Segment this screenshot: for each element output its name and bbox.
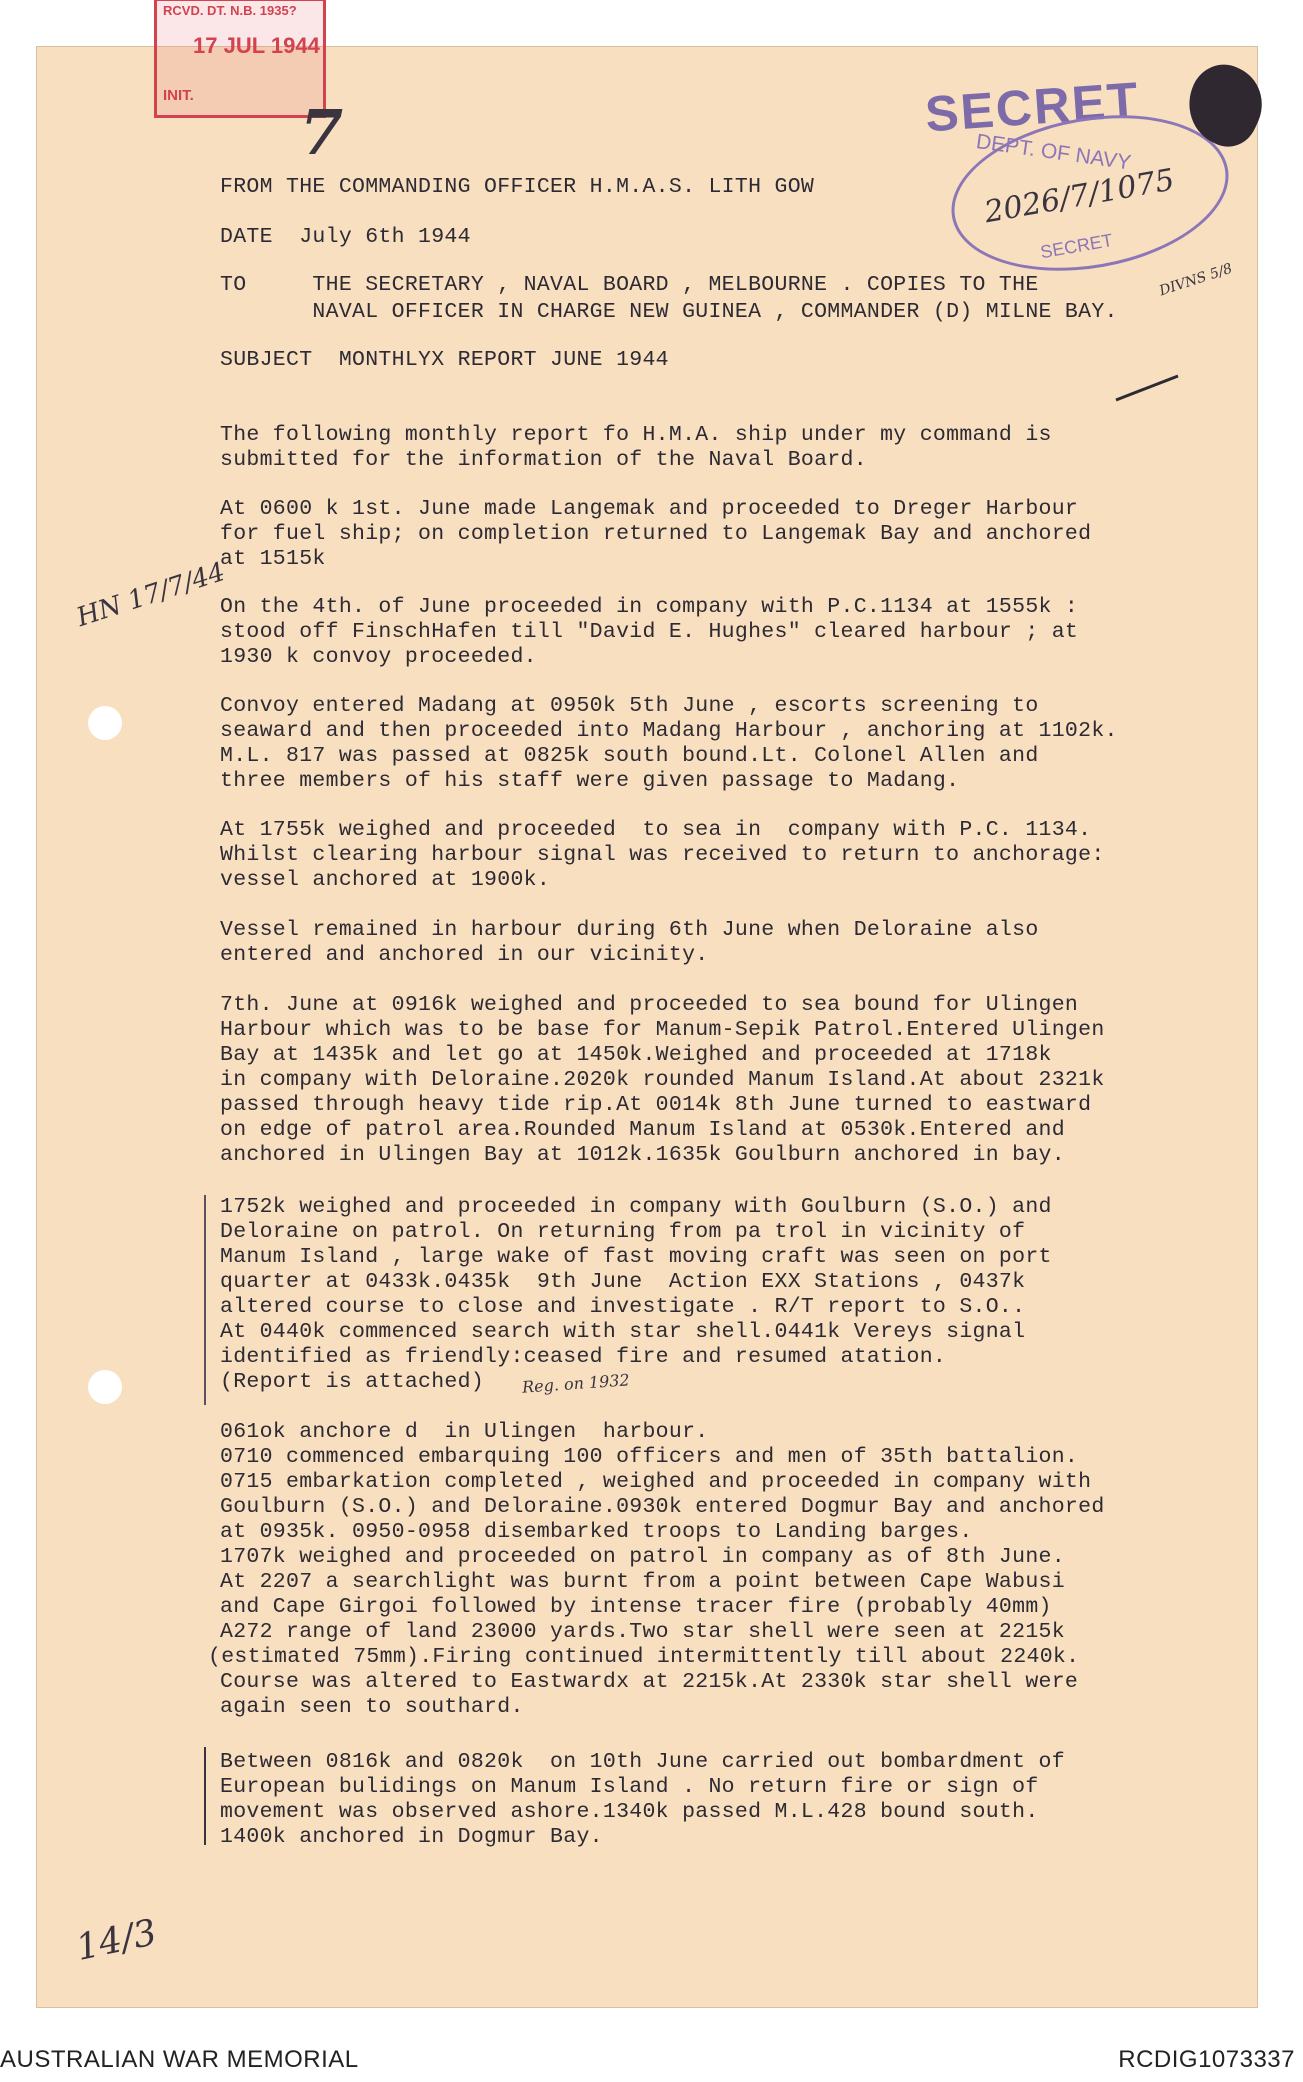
para6-line1: Vessel remained in harbour during 6th June when Deloraine also	[220, 918, 1039, 942]
para9-line5: at 0935k. 0950-0958 disembarked troops to Landing barges.	[220, 1520, 973, 1544]
navy-stamp-office: DEPT. OF NAVY	[974, 129, 1133, 175]
para7-line3: Bay at 1435k and let go at 1450k.Weighed and proceeded at 1718k	[220, 1043, 1052, 1067]
para3-line2: stood off FinschHafen till "David E. Hughes" cleared harbour ; at	[220, 620, 1079, 644]
para4-line2: seaward and then proceeded into Madang Harbour , anchoring at 1102k.	[220, 719, 1118, 743]
para8-line1: 1752k weighed and proceeded in company with Goulburn (S.O.) and	[220, 1195, 1052, 1219]
punch-hole-lower	[88, 1370, 122, 1404]
para8-line3: Manum Island , large wake of fast moving craft was seen on port	[220, 1245, 1052, 1269]
para5-line3: vessel anchored at 1900k.	[220, 868, 551, 892]
para7-line7: anchored in Ulingen Bay at 1012k.1635k Goulburn anchored in bay.	[220, 1143, 1065, 1167]
para7-line4: in company with Deloraine.2020k rounded Manum Island.At about 2321k	[220, 1068, 1105, 1092]
para4-line3: M.L. 817 was passed at 0825k south bound.Lt. Colonel Allen and	[220, 744, 1039, 768]
footer-credit: AUSTRALIAN WAR MEMORIAL	[0, 2046, 359, 2073]
para9-line8: and Cape Girgoi followed by intense tracer fire (probably 40mm)	[220, 1595, 1052, 1619]
date-line: DATE July 6th 1944	[220, 225, 471, 249]
para9-line10: (estimated 75mm).Firing continued intermittently till about 2240k.	[208, 1645, 1080, 1669]
para6-line2: entered and anchored in our vicinity.	[220, 943, 709, 967]
margin-bracket-upper	[204, 1195, 206, 1405]
para10-line1: Between 0816k and 0820k on 10th June carried out bombardment of	[220, 1750, 1065, 1774]
para9-line9: A272 range of land 23000 yards.Two star shell were seen at 2215k	[220, 1620, 1065, 1644]
secret-stamp: SECRET	[923, 71, 1142, 143]
init-handwritten-mark: 7	[300, 96, 344, 169]
subject-line: SUBJECT MONTHLYX REPORT JUNE 1944	[220, 348, 669, 372]
para1-line2: submitted for the information of the Naval Board.	[220, 448, 867, 472]
para2-line1: At 0600 k 1st. June made Langemak and proceeded to Dreger Harbour	[220, 497, 1079, 521]
received-stamp-init: INIT.	[163, 87, 194, 104]
para4-line1: Convoy entered Madang at 0950k 5th June , escorts screening to	[220, 694, 1039, 718]
para2-line3: at 1515k	[220, 547, 326, 571]
para8-line6: At 0440k commenced search with star shell.0441k Vereys signal	[220, 1320, 1026, 1344]
para7-line1: 7th. June at 0916k weighed and proceeded to sea bound for Ulingen	[220, 993, 1079, 1017]
para7-line2: Harbour which was to be base for Manum-Sepik Patrol.Entered Ulingen	[220, 1018, 1105, 1042]
para10-line2: European bulidings on Manum Island . No return fire or sign of	[220, 1775, 1039, 1799]
margin-bracket-lower	[204, 1747, 206, 1845]
received-stamp-date: 17 JUL 1944	[193, 33, 320, 58]
para9-line6: 1707k weighed and proceeded on patrol in company as of 8th June.	[220, 1545, 1065, 1569]
footer-record-id: RCDIG1073337	[1118, 2046, 1295, 2073]
para5-line2: Whilst clearing harbour signal was received to return to anchorage:	[220, 843, 1105, 867]
para2-line2: for fuel ship; on completion returned to Langemak Bay and anchored	[220, 522, 1092, 546]
para9-line2: 0710 commenced embarquing 100 officers and men of 35th battalion.	[220, 1445, 1079, 1469]
para10-line3: movement was observed ashore.1340k passed M.L.428 bound south.	[220, 1800, 1039, 1824]
para4-line4: three members of his staff were given passage to Madang.	[220, 769, 960, 793]
para8-line7: identified as friendly:ceased fire and resumed atation.	[220, 1345, 947, 1369]
side-note: DIVNS 5/8	[1157, 260, 1235, 300]
punch-hole-upper	[88, 706, 122, 740]
file-number: 2026/7/1075	[981, 162, 1178, 231]
para8-line2: Deloraine on patrol. On returning from pa trol in vicinity of	[220, 1220, 1026, 1244]
from-line: FROM THE COMMANDING OFFICER H.M.A.S. LITH GOW	[220, 175, 815, 199]
para9-line7: At 2207 a searchlight was burnt from a point between Cape Wabusi	[220, 1570, 1065, 1594]
para7-line5: passed through heavy tide rip.At 0014k 8th June turned to eastward	[220, 1093, 1092, 1117]
para8-line8: (Report is attached)	[220, 1370, 485, 1394]
para9-line1: 061ok anchore d in Ulingen harbour.	[220, 1420, 709, 1444]
para5-line1: At 1755k weighed and proceeded to sea in company with P.C. 1134.	[220, 818, 1092, 842]
bottom-initials: 14/3	[72, 1912, 161, 1969]
para7-line6: on edge of patrol area.Rounded Manum Island at 0530k.Entered and	[220, 1118, 1065, 1142]
received-stamp-header: RCVD. DT. N.B. 1935?	[163, 3, 297, 18]
to-line-2: NAVAL OFFICER IN CHARGE NEW GUINEA , COMMANDER (D) MILNE BAY.	[220, 300, 1118, 324]
para10-line4: 1400k anchored in Dogmur Bay.	[220, 1825, 603, 1849]
navy-stamp-secret: SECRET	[1038, 229, 1115, 263]
para9-line4: Goulburn (S.O.) and Deloraine.0930k entered Dogmur Bay and anchored	[220, 1495, 1105, 1519]
para9-line12: again seen to southard.	[220, 1695, 524, 1719]
margin-initials: HN 17/7/44	[73, 556, 229, 634]
para9-line11: Course was altered to Eastwardx at 2215k.At 2330k star shell were	[220, 1670, 1079, 1694]
to-line-1: TO THE SECRETARY , NAVAL BOARD , MELBOURNE . COPIES TO THE	[220, 273, 1039, 297]
register-note: Reg. on 1932	[521, 1370, 631, 1397]
para8-line4: quarter at 0433k.0435k 9th June Action EXX Stations , 0437k	[220, 1270, 1026, 1294]
para3-line3: 1930 k convoy proceeded.	[220, 645, 537, 669]
para3-line1: On the 4th. of June proceeded in company with P.C.1134 at 1555k :	[220, 595, 1079, 619]
tick-mark	[1112, 368, 1182, 408]
para8-line5: altered course to close and investigate . R/T report to S.O..	[220, 1295, 1026, 1319]
para1-line1: The following monthly report fo H.M.A. ship under my command is	[220, 423, 1052, 447]
para9-line3: 0715 embarkation completed , weighed and proceeded in company with	[220, 1470, 1092, 1494]
